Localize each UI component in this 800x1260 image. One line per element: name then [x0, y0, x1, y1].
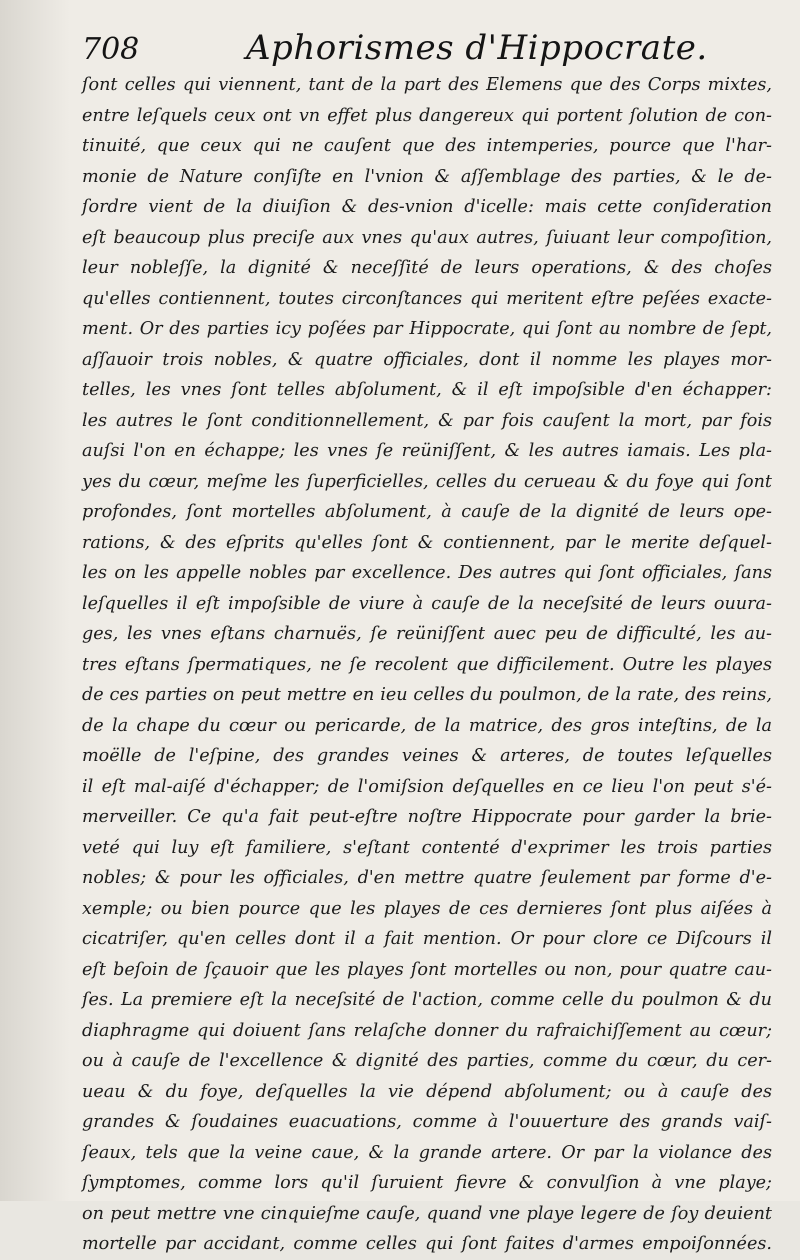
- text-line: profondes, ſont mortelles abſolument, à cauſe de la dignité de leurs ope-: [82, 502, 772, 522]
- text-line: ſont celles qui viennent, tant de la part des Elemens que des Corps mixtes,: [82, 75, 772, 95]
- text-line: ou à cauſe de l'excellence & dignité des parties, comme du cœur, du cer-: [82, 1051, 772, 1071]
- text-line: veté qui luy eſt familiere, s'eſtant contenté d'exprimer les trois parties: [82, 837, 772, 858]
- text-line: eſt beaucoup plus preciſe aux vnes qu'aux autres, ſuiuant leur compoſition,: [82, 227, 772, 248]
- text-line: on peut mettre vne cinquieſme cauſe, quand vne playe legere de ſoy deuient: [82, 1203, 772, 1224]
- gutter-shadow: [0, 0, 70, 1201]
- text-line: ſordre vient de la diuiſion & des-vnion d'icelle: mais cette conſideration: [82, 197, 772, 217]
- text-line: monie de Nature conſiſte en l'vnion & aſſemblage des parties, & le de-: [82, 166, 772, 187]
- text-line: tinuité, que ceux qui ne cauſent que des intemperies, pource que l'har-: [82, 136, 772, 156]
- text-line: les on les appelle nobles par excellence. Des autres qui ſont officiales, ſans: [82, 563, 772, 583]
- text-line: auſsi l'on en échappe; les vnes ſe reüniſſent, & les autres iamais. Les pla-: [82, 441, 772, 461]
- text-line: ment. Or des parties icy poſées par Hippocrate, qui ſont au nombre de ſept,: [82, 319, 772, 339]
- text-line: telles, les vnes ſont telles abſolument, & il eſt impoſsible d'en échapper:: [82, 380, 772, 400]
- text-line: qu'elles contiennent, toutes circonſtances qui meritent eſtre peſées exacte-: [82, 288, 772, 309]
- body-text: [82, 70, 772, 1260]
- page-header: [78, 26, 778, 66]
- text-line: ges, les vnes eſtans charnuës, ſe reüniſſent auec peu de difficulté, les au-: [82, 624, 772, 644]
- text-line: ſeaux, tels que la veine caue, & la grande artere. Or par la violance des: [82, 1142, 772, 1163]
- text-line: de la chape du cœur ou pericarde, de la matrice, des gros inteſtins, de la: [82, 715, 772, 736]
- text-line: diaphragme qui doiuent ſans relaſche donner du rafraichiſſement au cœur;: [82, 1020, 772, 1041]
- text-line: rations, & des eſprits qu'elles ſont & contiennent, par le merite deſquel-: [82, 532, 772, 553]
- text-line: yes du cœur, meſme les ſuperficielles, celles du cerueau & du foye qui ſont: [82, 471, 772, 492]
- text-line: les autres le ſont conditionnellement, & par fois cauſent la mort, par fois: [82, 410, 772, 431]
- page-number: 708: [82, 32, 140, 67]
- text-line: ſymptomes, comme lors qu'il ſuruient fievre & convulſion à vne playe;: [82, 1173, 772, 1193]
- text-line: ſes. La premiere eſt la neceſsité de l'action, comme celle du poulmon & du: [82, 990, 772, 1010]
- text-line: leur nobleſſe, la dignité & neceſſité de leurs operations, & des choſes: [82, 258, 772, 278]
- text-line: grandes & ſoudaines euacuations, comme à l'ouuerture des grands vaiſ-: [82, 1112, 772, 1132]
- text-line: il eſt mal-aiſé d'échapper; de l'omiſsion deſquelles en ce lieu l'on peut s'é-: [82, 776, 772, 797]
- text-line: entre leſquels ceux ont vn effet plus dangereux qui portent ſolution de con-: [82, 105, 772, 126]
- text-line: ueau & du foye, deſquelles la vie dépend abſolument; ou à cauſe des: [82, 1081, 772, 1102]
- text-line: merveiller. Ce qu'a fait peut-eſtre noſtre Hippocrate pour garder la brie-: [82, 807, 772, 827]
- text-line: xemple; ou bien pource que les playes de ces dernieres ſont plus aiſées à: [82, 898, 772, 919]
- text-line: eſt beſoin de ſçauoir que les playes ſont mortelles ou non, pour quatre cau-: [82, 959, 772, 980]
- text-line: nobles; & pour les officiales, d'en mettre quatre ſeulement par forme d'e-: [82, 868, 772, 888]
- text-line: tres eſtans ſpermatiques, ne ſe recolent que difficilement. Outre les playes: [82, 654, 772, 675]
- text-line: moëlle de l'eſpine, des grandes veines & arteres, de toutes leſquelles: [82, 746, 772, 766]
- text-line: mortelle par accidant, comme celles qui ſont faites d'armes empoiſonnées.: [82, 1234, 772, 1254]
- text-line: aſſauoir trois nobles, & quatre officiales, dont il nomme les playes mor-: [82, 349, 772, 370]
- running-head: Aphorismes d'Hippocrate.: [246, 28, 708, 68]
- text-line: cicatriſer, qu'en celles dont il a fait mention. Or pour clore ce Diſcours il: [82, 929, 772, 949]
- text-line: leſquelles il eſt impoſsible de viure à cauſe de la neceſsité de leurs ouura-: [82, 593, 772, 614]
- text-line: de ces parties on peut mettre en ieu celles du poulmon, de la rate, des reins,: [82, 685, 772, 705]
